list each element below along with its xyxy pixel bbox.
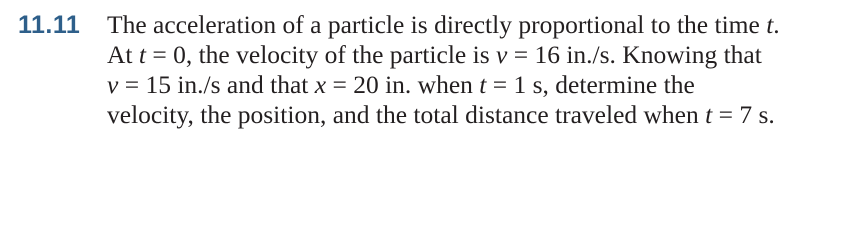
text-segment: . [773, 10, 780, 39]
variable-t: t [705, 100, 713, 129]
text-segment: = 7 s. [712, 100, 775, 129]
problem-text-line-3 [107, 70, 695, 100]
text-segment: = 15 in./s and that [118, 70, 315, 99]
text-segment: velocity, the position, and the total distance traveled when [107, 100, 706, 129]
variable-x: x [314, 70, 327, 99]
problem-text-line-4 [107, 100, 775, 130]
variable-t: t [766, 10, 774, 39]
text-segment: The acceleration of a particle is directly proportional to the time [107, 10, 767, 39]
text-segment: = 20 in. when [326, 70, 480, 99]
variable-v: v [107, 70, 119, 99]
text-segment: = 1 s, determine the [486, 70, 695, 99]
problem-text-line-1 [107, 10, 780, 40]
problem-text-line-2 [107, 40, 762, 70]
variable-v: v [496, 40, 508, 69]
text-segment: At [107, 40, 139, 69]
text-segment: = 16 in./s. Knowing that [507, 40, 762, 69]
variable-t: t [479, 70, 487, 99]
variable-t: t [138, 40, 146, 69]
problem-number: 11.11 [18, 11, 81, 39]
text-segment: = 0, the velocity of the particle is [145, 40, 496, 69]
